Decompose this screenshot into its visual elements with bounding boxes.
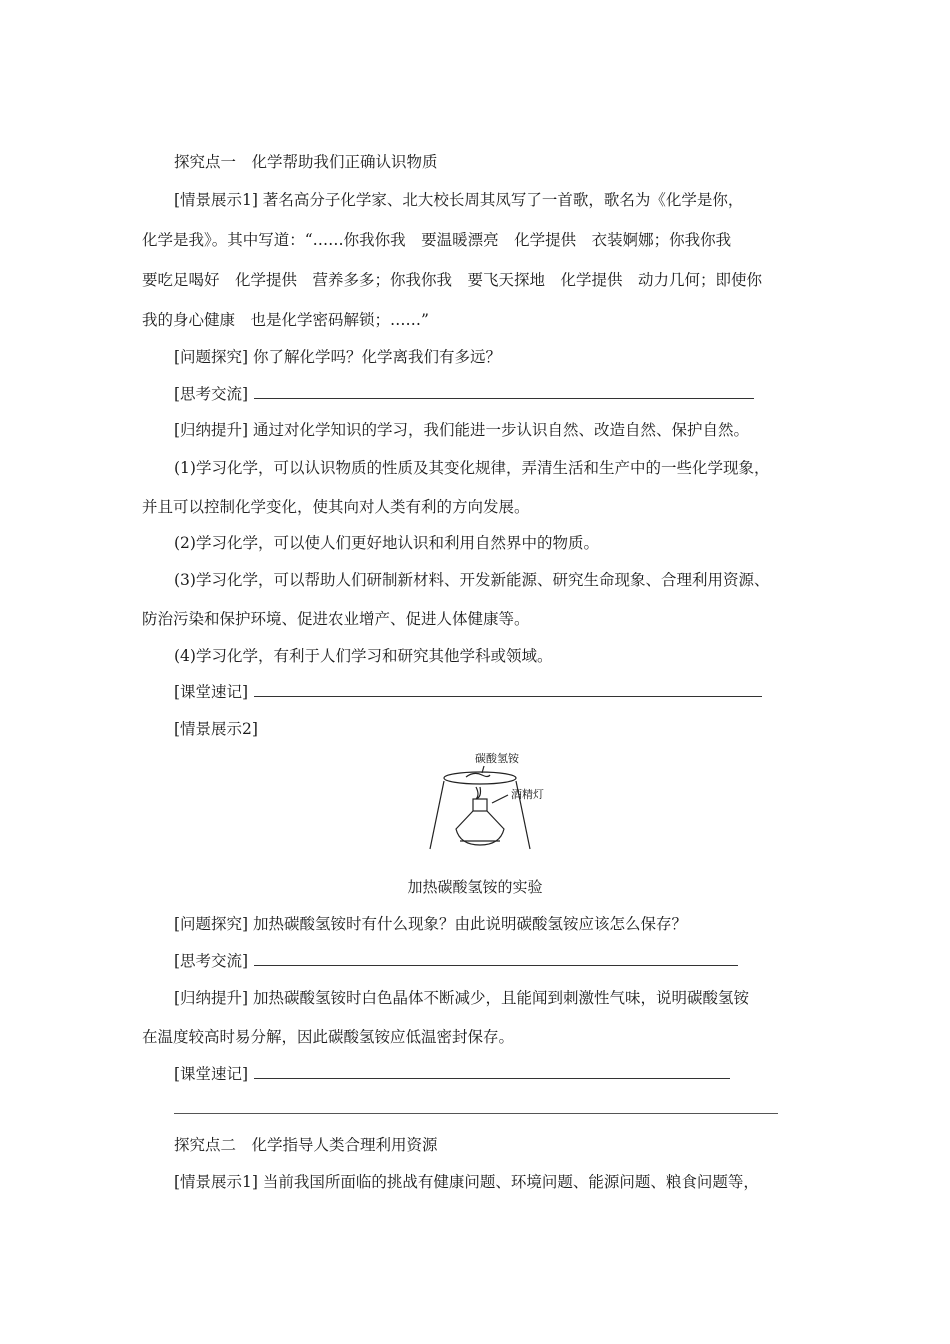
notes-extra-blank-line[interactable] [174,1113,778,1114]
summary-line-5: (3)学习化学，可以帮助人们研制新材料、开发新能源、研究生命现象、合理利用资源、 [174,571,770,589]
summary-line-2: (1)学习化学，可以认识物质的性质及其变化规律，弄清生活和生产中的一些化学现象， [174,459,770,477]
alcohol-lamp-body [456,811,504,845]
tripod-leg-left [430,781,444,849]
notes-blank-line[interactable] [254,682,762,697]
think-label-2: [思考交流] [174,952,249,970]
notes-label: [课堂速记] [174,683,249,701]
scene1-line-1: [情景展示1] 著名高分子化学家、北大校长周其凤写了一首歌，歌名为《化学是你， [174,191,744,209]
think-blank-line[interactable] [254,384,754,399]
summary-line-1: [归纳提升] 通过对化学知识的学习，我们能进一步认识自然、改造自然、保护自然。 [174,421,750,439]
diagram-label-top: 碳酸氢铵 [475,752,519,765]
think-label: [思考交流] [174,385,249,403]
diagram-label-side: 酒精灯 [511,788,544,801]
summary2-line-1: [归纳提升] 加热碳酸氢铵时白色晶体不断减少，且能闻到刺激性气味，说明碳酸氢铵 [174,989,750,1007]
question2-line: [问题探究] 加热碳酸氢铵时有什么现象？由此说明碳酸氢铵应该怎么保存？ [174,915,688,933]
summary-line-6: 防治污染和保护环境、促进农业增产、促进人体健康等。 [142,610,530,628]
question-line: [问题探究] 你了解化学吗？化学离我们有多远？ [174,348,502,366]
summary-line-7: (4)学习化学，有利于人们学习和研究其他学科或领域。 [174,647,553,665]
section2-scene1-line: [情景展示1] 当前我国所面临的挑战有健康问题、环境问题、能源问题、粮食问题等， [174,1173,759,1191]
section1-heading: 探究点一 化学帮助我们正确认识物质 [174,153,438,171]
think-blank-line-2[interactable] [254,951,738,966]
flame [476,787,481,799]
notes-blank-line-2[interactable] [254,1064,730,1079]
notes-row-2 [174,1064,730,1084]
summary2-line-2: 在温度较高时易分解，因此碳酸氢铵应低温密封保存。 [142,1028,515,1046]
think-exchange-row-2 [174,951,738,971]
label-side-pointer [492,795,508,803]
diagram-caption: 加热碳酸氢铵的实验 [407,878,543,896]
ammonium-bicarbonate-heating-diagram [420,745,570,855]
summary-line-3: 并且可以控制化学变化，使其向对人类有利的方向发展。 [142,498,530,516]
scene1-line-2: 化学是我》。其中写道：“……你我你我 要温暖漂亮 化学提供 衣装婀娜；你我你我 [142,231,732,249]
apparatus-drawing [430,766,530,849]
lamp-wick-holder [473,799,487,811]
sample-pile [466,773,490,777]
scene1-line-3: 要吃足喝好 化学提供 营养多多；你我你我 要飞天探地 化学提供 动力几何；即使你 [142,271,763,289]
section2-heading: 探究点二 化学指导人类合理利用资源 [174,1136,438,1154]
summary-line-4: (2)学习化学，可以使人们更好地认识和利用自然界中的物质。 [174,534,599,552]
think-exchange-row [174,384,754,404]
notes-row [174,682,762,702]
scene1-line-4: 我的身心健康 也是化学密码解锁；……” [142,311,429,329]
scene2-label: [情景展示2] [174,720,258,738]
notes-label-2: [课堂速记] [174,1065,249,1083]
